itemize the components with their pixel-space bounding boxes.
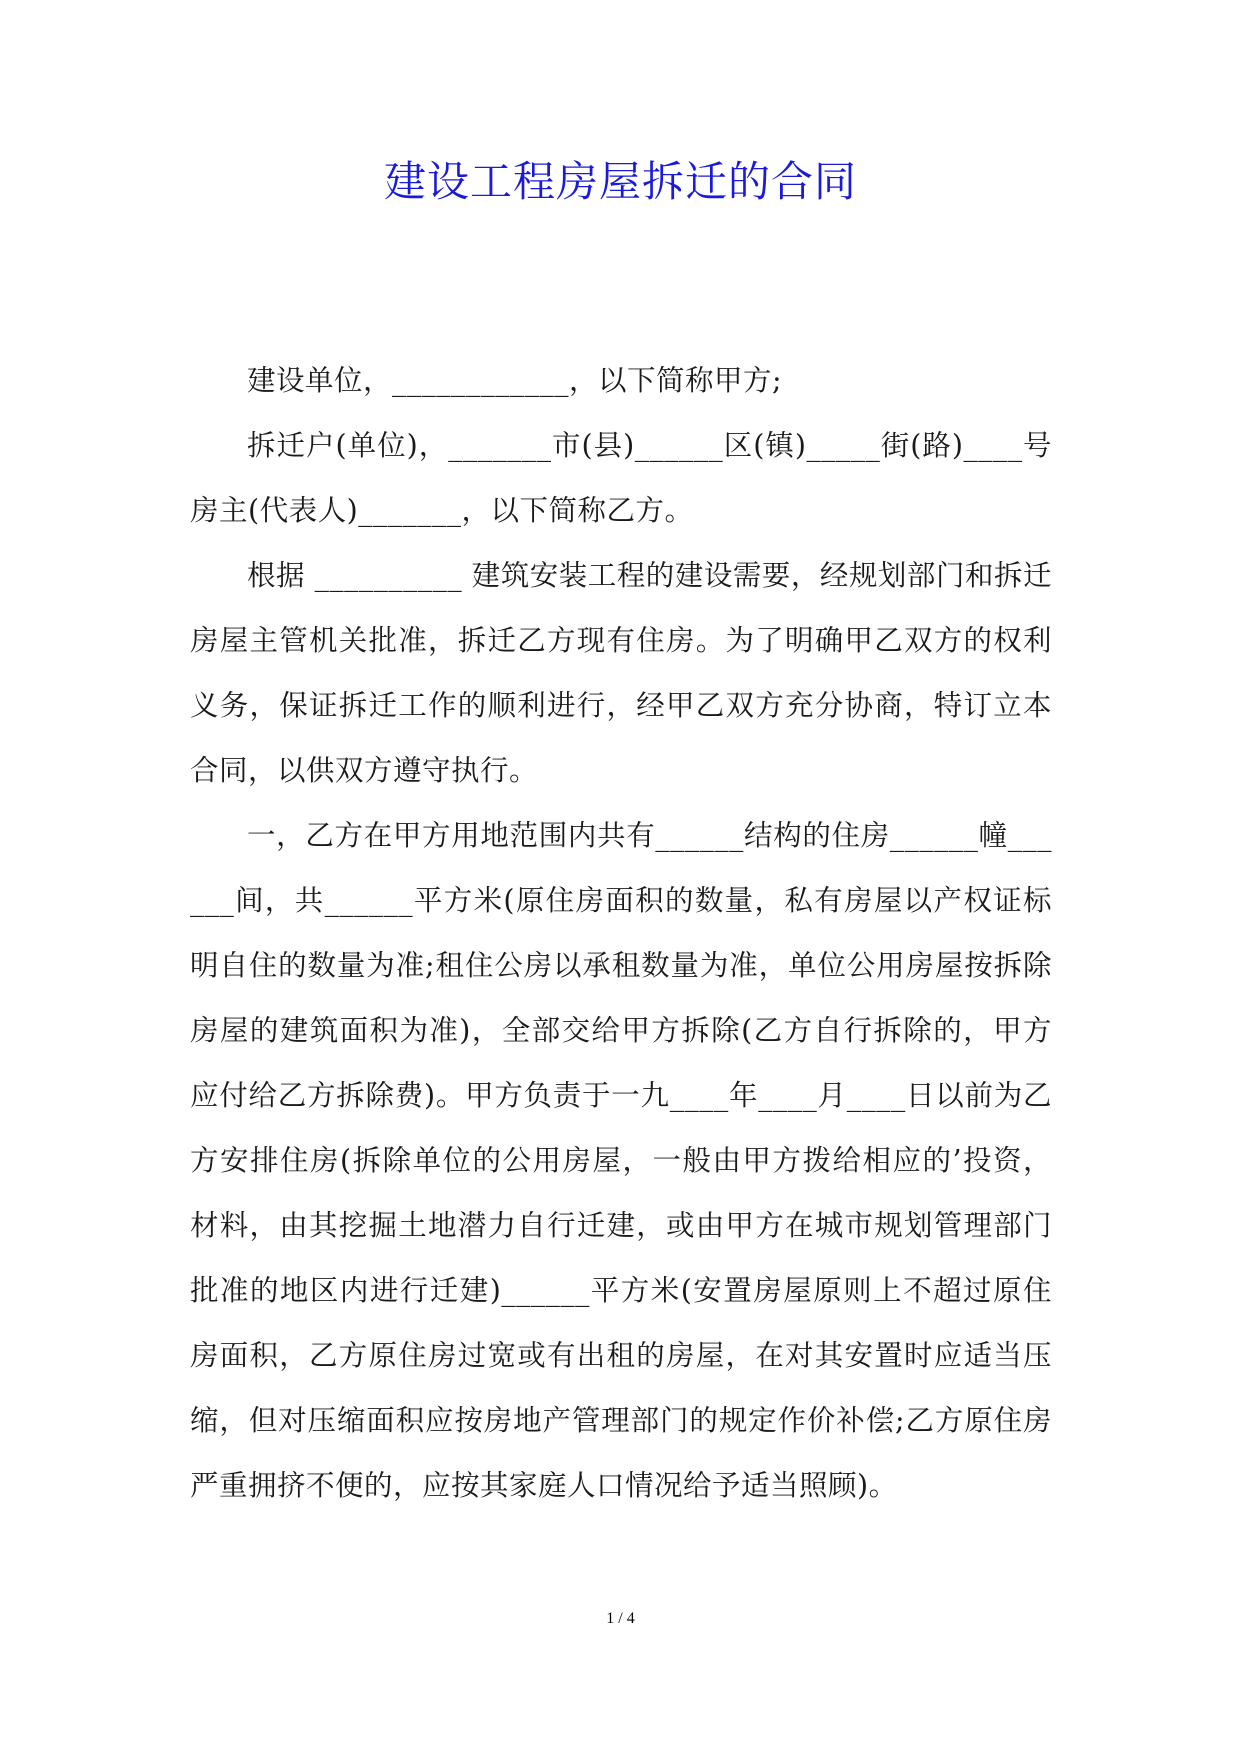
page-number: 1 / 4	[606, 1610, 635, 1627]
paragraph-basis: 根据 __________ 建筑安装工程的建设需要，经规划部门和拆迁房屋主管机关批准，拆迁乙方现有住房。为了明确甲乙双方的权利义务，保证拆迁工作的顺利进行，经甲乙双方充分协商，特订立本合同，以供双方遵守执行。	[190, 559, 1052, 787]
paragraph-party-b: 拆迁户(单位)，_______市(县)______区(镇)_____街(路)____号房主(代表人)_______，以下简称乙方。	[190, 429, 1052, 527]
document-body	[190, 348, 1052, 1518]
paragraph-party-a: 建设单位，____________，以下简称甲方;	[247, 364, 783, 397]
paragraph-clause-one: 一，乙方在甲方用地范围内共有______结构的住房______幢______间，共______平方米(原住房面积的数量，私有房屋以产权证标明自住的数量为准;租住公房以承租数量为准，单位公用房屋按拆除房屋的建筑面积为准)，全部交给甲方拆除(乙方自行拆除的，甲方应付给乙方拆除费)。甲方负责于一九____年____月____日以前为乙方安排住房(拆除单位的公用房屋，一般由甲方拨给相应的’投资，材料，由其挖掘土地潜力自行迁建，或由甲方在城市规划管理部门批准的地区内进行迁建)______平方米(安置房屋原则上不超过原住房面积，乙方原住房过宽或有出租的房屋，在对其安置时应适当压缩，但对压缩面积应按房地产管理部门的规定作价补偿;乙方原住房严重拥挤不便的，应按其家庭人口情况给予适当照顾)。	[190, 819, 1052, 1502]
document-title: 建设工程房屋拆迁的合同	[383, 157, 857, 206]
